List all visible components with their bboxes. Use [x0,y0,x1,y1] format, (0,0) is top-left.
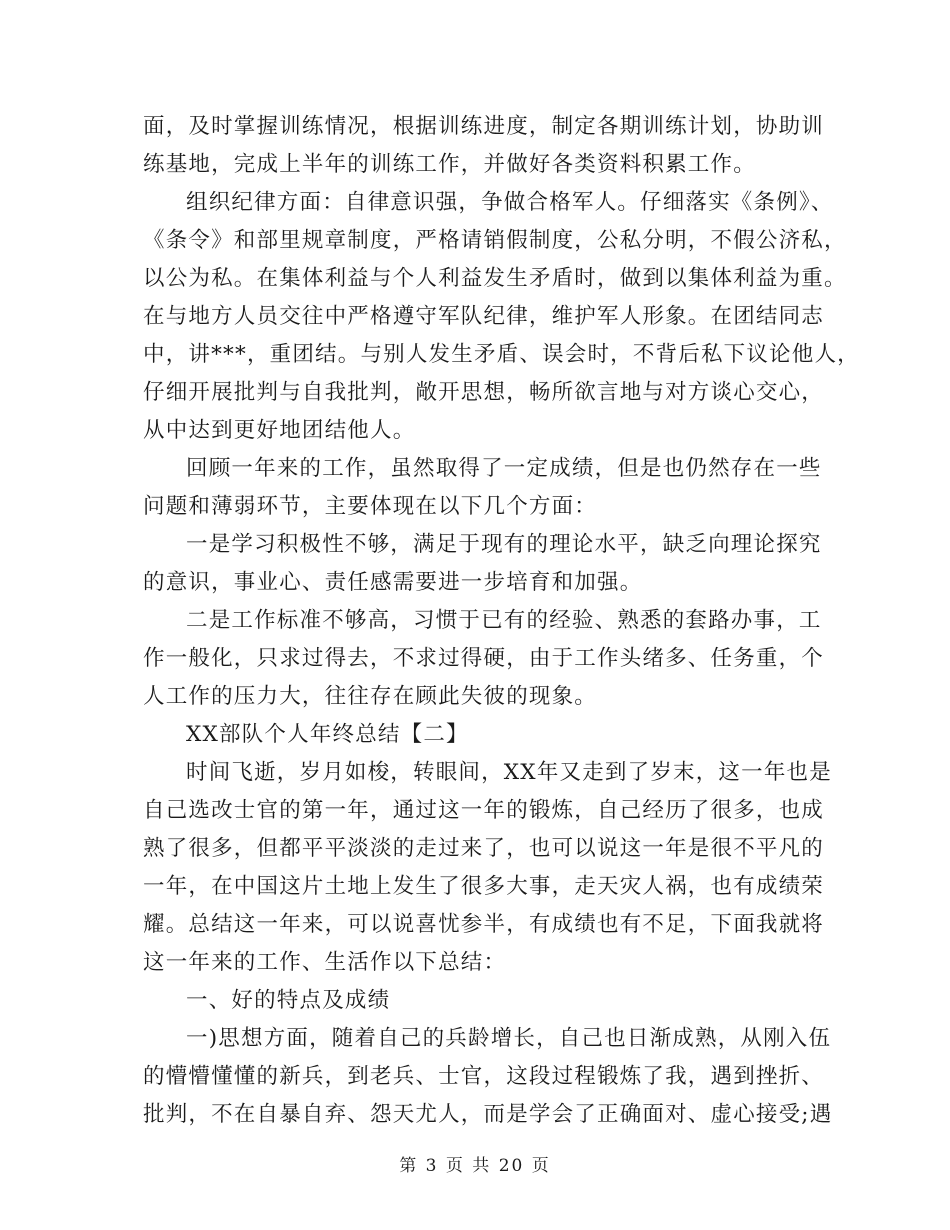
body-line: 问题和薄弱环节，主要体现在以下几个方面： [143,494,598,519]
body-line: 面，及时掌握训练情况，根据训练进度，制定各期训练计划，协助训 [143,114,825,139]
body-line: 这一年来的工作、生活作以下总结： [143,950,507,975]
section-heading: XX部队个人年终总结【二】 [186,722,469,747]
body-line: 在与地方人员交往中严格遵守军队纪律，维护军人形象。在团结同志 [143,304,825,329]
body-line: 仔细开展批判与自我批判，敞开思想，畅所欲言地与对方谈心交心， [143,380,825,405]
body-line: 《条令》和部里规章制度，严格请销假制度，公私分明，不假公济私， [143,228,847,253]
body-line: 的意识，事业心、责任感需要进一步培育和加强。 [143,570,643,595]
page-number-footer: 第 3 页 共 20 页 [399,1156,551,1176]
paragraph-first-line: 一是学习积极性不够，满足于现有的理论水平，缺乏向理论探究 [186,532,822,557]
subsection-heading: 一、好的特点及成绩 [186,988,391,1013]
body-line: 的懵懵懂懂的新兵，到老兵、士官，这段过程锻炼了我，遇到挫折、 [143,1064,825,1089]
body-line: 一年，在中国这片土地上发生了很多大事，走天灾人祸，也有成绩荣 [143,874,825,899]
body-line: 以公为私。在集体利益与个人利益发生矛盾时，做到以集体利益为重。 [143,266,847,291]
body-line: 中，讲***，重团结。与别人发生矛盾、误会时，不背后私下议论他人， [143,342,860,367]
body-line: 练基地，完成上半年的训练工作，并做好各类资料积累工作。 [143,152,756,177]
paragraph-first-line: 回顾一年来的工作，虽然取得了一定成绩，但是也仍然存在一些 [186,456,822,481]
body-line: 从中达到更好地团结他人。 [143,418,416,443]
body-line: 批判，不在自暴自弃、怨天尤人，而是学会了正确面对、虚心接受;遇 [143,1102,833,1127]
paragraph-first-line: 二是工作标准不够高，习惯于已有的经验、熟悉的套路办事，工 [186,608,822,633]
body-line: 耀。总结这一年来，可以说喜忧参半，有成绩也有不足，下面我就将 [143,912,825,937]
paragraph-first-line: 一)思想方面，随着自己的兵龄增长，自己也日渐成熟，从刚入伍 [186,1026,832,1051]
body-line: 熟了很多，但都平平淡淡的走过来了，也可以说这一年是很不平凡的 [143,836,825,861]
body-line: 作一般化，只求过得去，不求过得硬，由于工作头绪多、任务重，个 [143,646,825,671]
body-line: 自己选改士官的第一年，通过这一年的锻炼，自己经历了很多，也成 [143,798,825,823]
paragraph-first-line: 时间飞逝，岁月如梭，转眼间，XX年又走到了岁末，这一年也是 [186,760,832,785]
body-line: 人工作的压力大，往往存在顾此失彼的现象。 [143,684,598,709]
paragraph-first-line: 组织纪律方面：自律意识强，争做合格军人。仔细落实《条例》、 [186,190,834,215]
